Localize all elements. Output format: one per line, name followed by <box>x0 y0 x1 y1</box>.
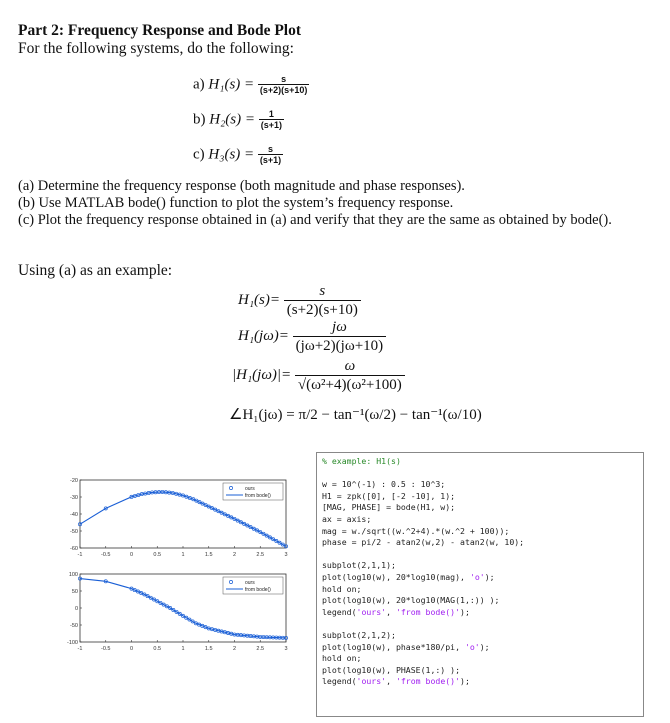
system-label: c) <box>193 146 205 163</box>
code-line: ax = axis; <box>322 513 372 524</box>
legend-label-ours: ours <box>245 580 255 586</box>
equation-fraction <box>293 318 386 355</box>
y-tick-label: -30 <box>70 495 78 501</box>
system-denominator: (s+1) <box>259 155 282 165</box>
equation-denominator: (s+2)(s+10) <box>284 300 361 319</box>
code-line: [MAG, PHASE] = bode(H1, w); <box>322 502 456 513</box>
code-line: mag = w./sqrt((w.^2+4).*(w.^2 + 100)); <box>322 525 510 536</box>
system-fraction <box>258 74 310 96</box>
equation-transfer <box>238 282 361 319</box>
code-line: w = 10^(-1) : 0.5 : 10^3; <box>322 479 446 490</box>
system-lhs: H₁(s) = <box>208 76 255 93</box>
code-line: hold on; <box>322 583 362 594</box>
equation-phase: ∠H₁(jω) = π/2 − tan⁻¹(ω/2) − tan⁻¹(ω/10) <box>229 407 482 423</box>
x-tick-label: 2.5 <box>256 646 265 652</box>
x-tick-label: 2.5 <box>256 552 265 558</box>
system-numerator: s <box>281 74 287 84</box>
x-tick-label: 0 <box>129 552 134 558</box>
x-tick-label: 3 <box>284 552 288 558</box>
example-heading: Using (a) as an example: <box>18 262 173 279</box>
system-denominator: (s+1) <box>260 120 283 130</box>
system-label: a) <box>193 76 205 93</box>
x-tick-label: 2 <box>232 552 237 558</box>
system-fraction <box>259 109 284 131</box>
equation-freq-response <box>238 318 386 355</box>
system-c <box>193 144 283 166</box>
legend-label-from-bode: from bode() <box>245 587 271 593</box>
page-title: Part 2: Frequency Response and Bode Plot <box>18 22 302 39</box>
equation-magnitude <box>232 357 405 394</box>
system-label: b) <box>193 111 206 128</box>
phase-plot <box>58 566 298 656</box>
y-tick-label: -100 <box>66 640 78 646</box>
system-b <box>193 109 284 131</box>
x-tick-label: 2 <box>232 646 237 652</box>
system-numerator: s <box>268 144 274 154</box>
y-tick-label: 50 <box>71 589 78 595</box>
matlab-code-box <box>316 452 644 717</box>
x-tick-label: 0 <box>129 646 134 652</box>
x-tick-label: -0.5 <box>101 552 111 558</box>
equation-numerator: ω <box>344 358 356 374</box>
y-tick-label: -20 <box>70 478 78 484</box>
code-line: plot(log10(w), 20*log10(mag), 'o'); <box>322 571 495 582</box>
code-line: subplot(2,1,2); <box>322 629 396 640</box>
equation-fraction <box>295 357 405 394</box>
legend-label-from-bode: from bode() <box>245 493 271 499</box>
equation-lhs: H₁(jω)= <box>238 327 289 344</box>
code-line <box>322 618 524 630</box>
x-tick-label: 3 <box>284 646 288 652</box>
system-lhs: H₃(s) = <box>208 146 255 163</box>
code-comment: % example: H1(s) <box>322 456 401 466</box>
equation-denominator: √(ω²+4)(ω²+100) <box>295 375 405 394</box>
y-tick-label: -50 <box>70 529 78 535</box>
code-line: phase = pi/2 - atan2(w,2) - atan2(w, 10); <box>322 537 525 548</box>
y-tick-label: 100 <box>68 572 78 578</box>
equation-lhs: |H₁(jω)|= <box>232 366 292 383</box>
x-tick-label: -0.5 <box>101 646 111 652</box>
y-tick-label: 0 <box>74 606 78 612</box>
x-tick-label: 1 <box>181 646 185 652</box>
system-a <box>193 74 309 96</box>
equation-denominator: (jω+2)(jω+10) <box>293 336 386 355</box>
y-tick-label: -60 <box>70 546 78 552</box>
legend-label-ours: ours <box>245 486 255 492</box>
equation-fraction <box>284 282 361 319</box>
x-tick-label: 0.5 <box>153 552 162 558</box>
system-lhs: H₂(s) = <box>209 111 255 128</box>
code-line <box>322 468 524 480</box>
x-tick-label: 1.5 <box>204 552 213 558</box>
y-tick-label: -40 <box>70 512 78 518</box>
task-a: (a) Determine the frequency response (both magnitude and phase responses). <box>18 178 465 194</box>
magnitude-plot <box>58 472 298 562</box>
task-b: (b) Use MATLAB bode() function to plot the system’s frequency response. <box>18 195 454 211</box>
equation-numerator: jω <box>332 319 347 335</box>
x-tick-label: -1 <box>77 646 83 652</box>
x-tick-label: -1 <box>77 552 83 558</box>
equation-lhs: H₁(s)= <box>238 291 280 308</box>
code-line: plot(log10(w), PHASE(1,:) ); <box>322 664 461 675</box>
intro-text: For the following systems, do the following: <box>18 40 294 57</box>
x-tick-label: 0.5 <box>153 646 162 652</box>
code-line <box>322 549 524 561</box>
code-line: plot(log10(w), 20*log10(MAG(1,:)) ); <box>322 595 500 606</box>
code-line: legend('ours', 'from bode()'); <box>322 606 470 617</box>
code-lines <box>322 456 524 688</box>
system-denominator: (s+2)(s+10) <box>259 85 308 95</box>
equation-numerator: s <box>319 283 326 299</box>
code-line: subplot(2,1,1); <box>322 560 396 571</box>
y-tick-label: -50 <box>70 623 78 629</box>
task-c: (c) Plot the frequency response obtained in (a) and verify that they are the same as obtained by bode(). <box>18 212 612 228</box>
x-tick-label: 1.5 <box>204 646 213 652</box>
code-line: plot(log10(w), phase*180/pi, 'o'); <box>322 641 490 652</box>
code-line: hold on; <box>322 653 362 664</box>
system-fraction <box>258 144 283 166</box>
code-line: H1 = zpk([0], [-2 -10], 1); <box>322 490 456 501</box>
x-tick-label: 1 <box>181 552 185 558</box>
system-numerator: 1 <box>268 109 274 119</box>
code-line: legend('ours', 'from bode()'); <box>322 676 470 687</box>
